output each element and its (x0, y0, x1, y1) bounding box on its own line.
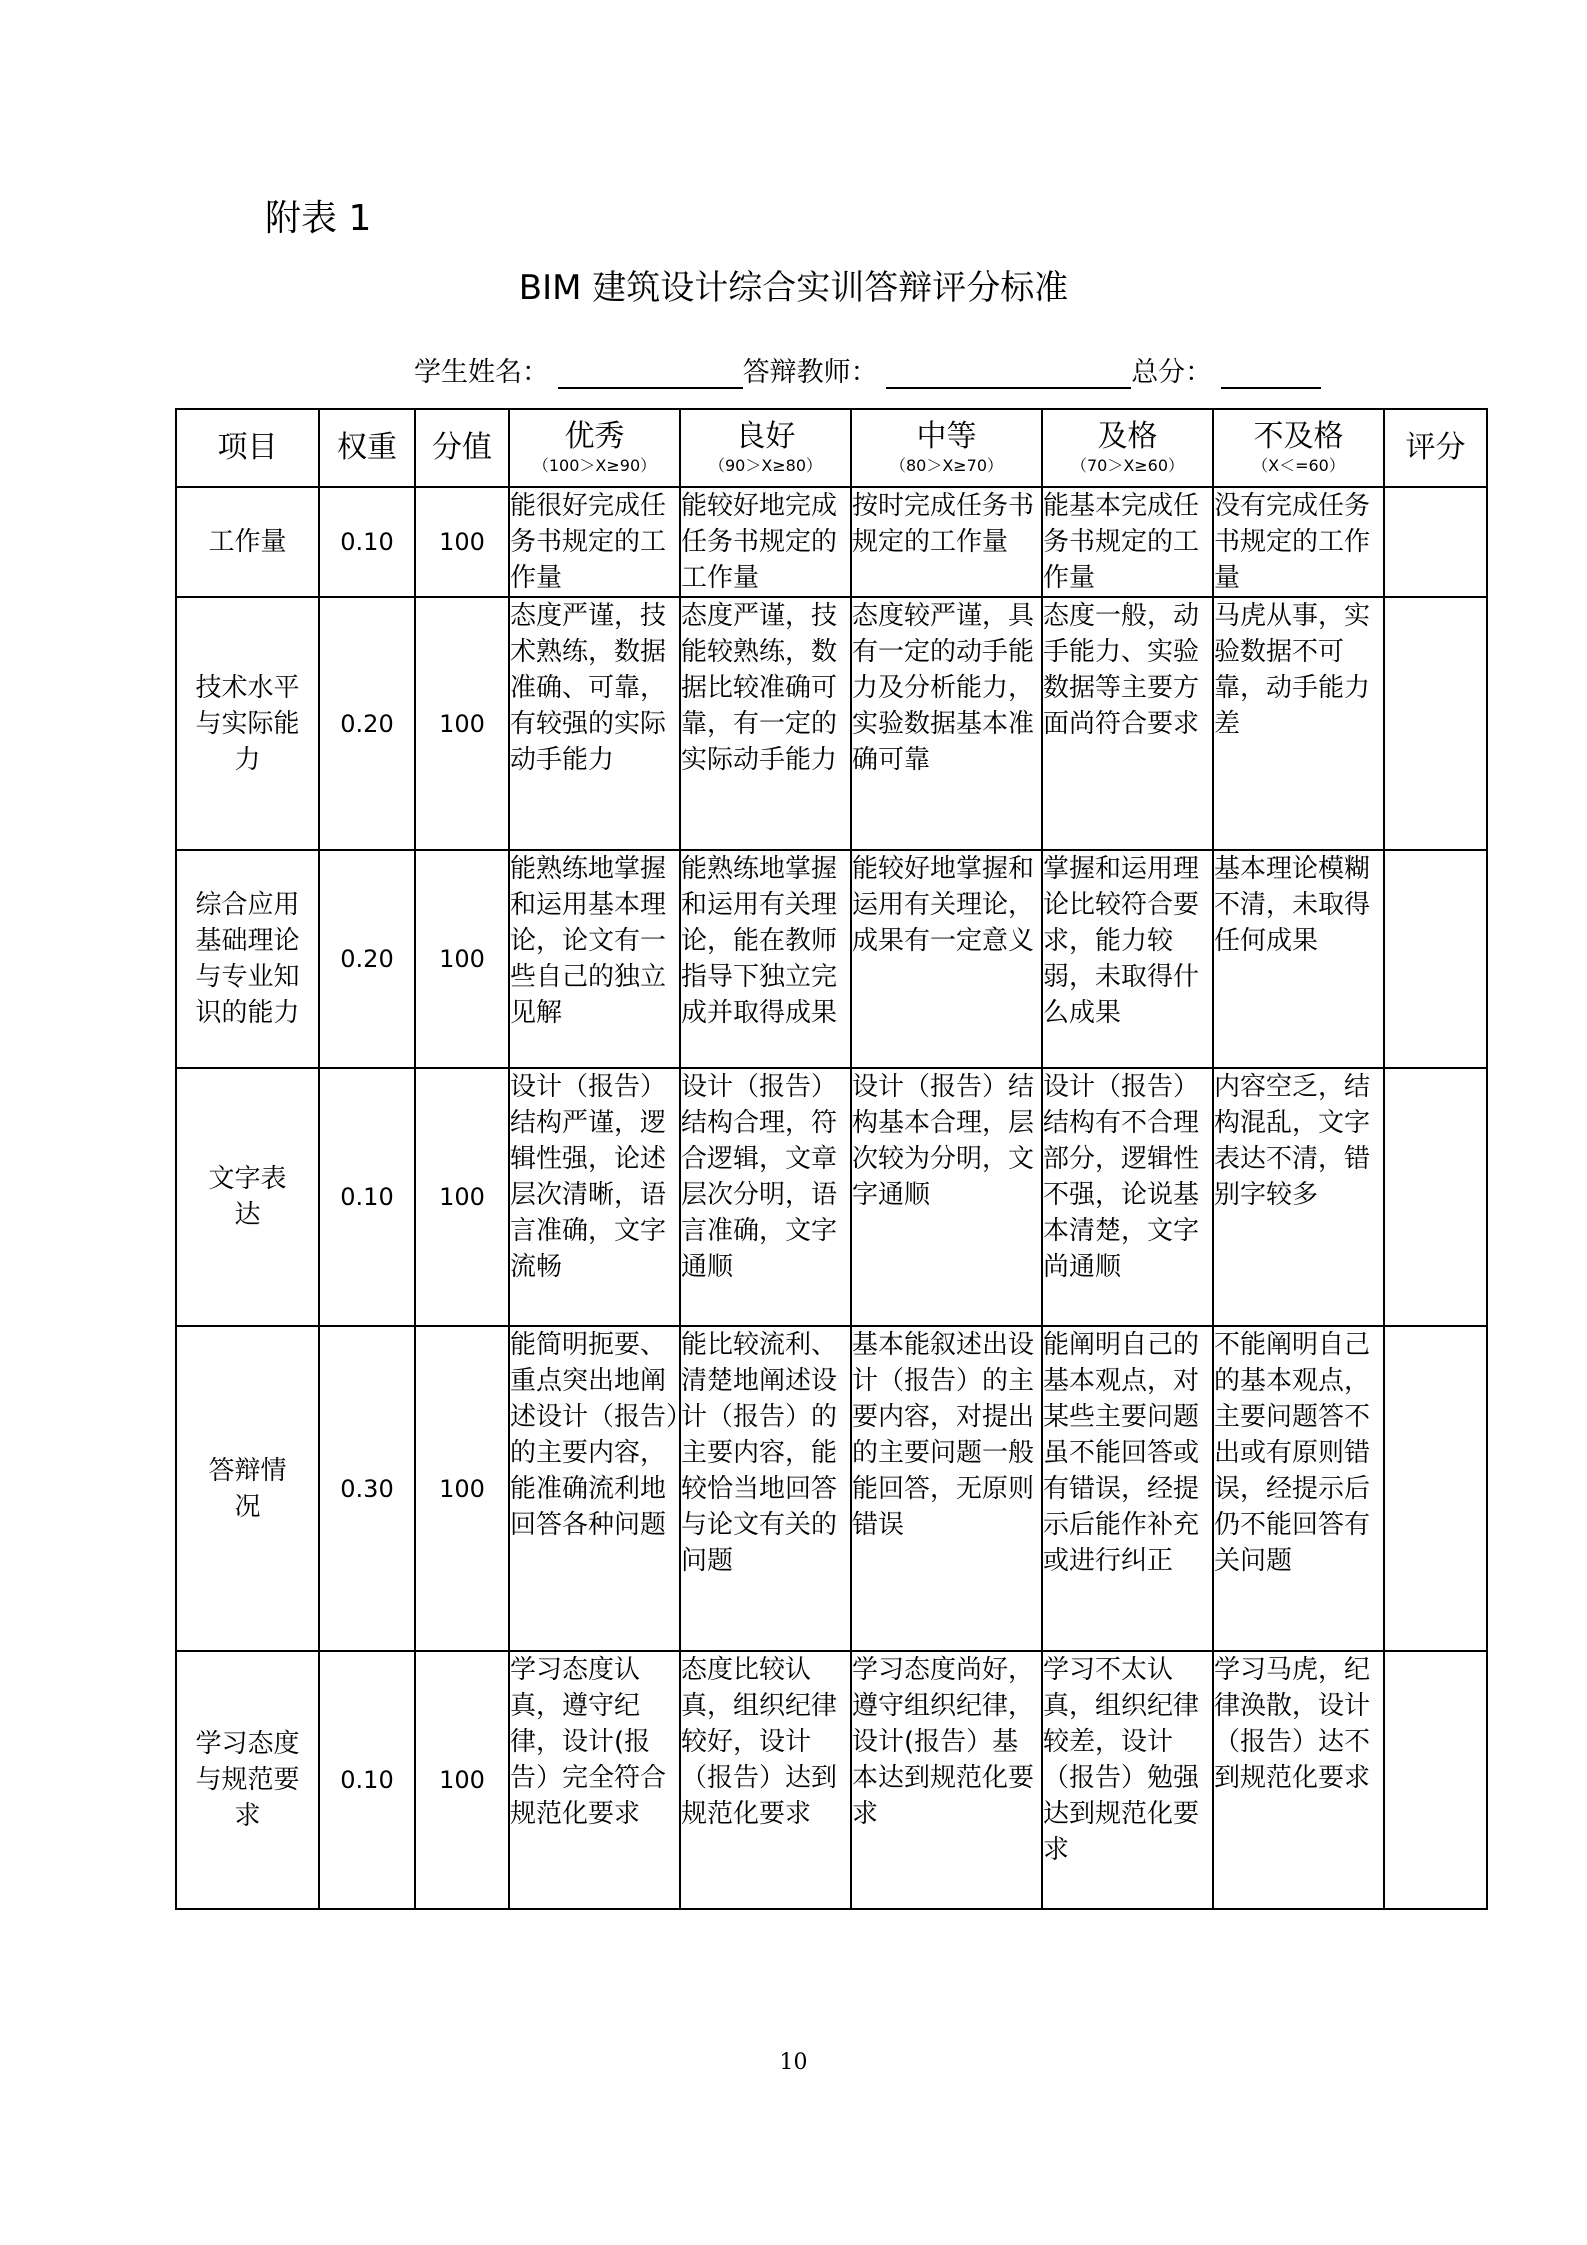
column-header (680, 409, 851, 487)
pass-criteria-cell: 能阐明自己的基本观点，对某些主要问题虽不能回答或有错误，经提示后能作补充或进行纠正 (1042, 1326, 1213, 1651)
good-criteria-cell: 能比较流利、清楚地阐述设计（报告）的主要内容，能较恰当地回答与论文有关的问题 (680, 1326, 851, 1651)
item-cell: 工作量 (176, 487, 319, 597)
score-cell: 100 (415, 1651, 509, 1909)
fail-criteria-cell: 不能阐明自己的基本观点，主要问题答不出或有原则错误，经提示后仍不能回答有关问题 (1213, 1326, 1384, 1651)
excellent-criteria-cell: 态度严谨，技术熟练，数据准确、可靠，有较强的实际动手能力 (509, 597, 680, 850)
column-header-label: 优秀 (564, 419, 625, 454)
fail-criteria-cell: 马虎从事，实验数据不可靠，动手能力差 (1213, 597, 1384, 850)
header-row (176, 409, 1487, 487)
fail-criteria-cell: 没有完成任务书规定的工作量 (1213, 487, 1384, 597)
table-row (176, 850, 1487, 1068)
table-row (176, 1651, 1487, 1909)
grade-input-cell[interactable] (1384, 850, 1487, 1068)
pass-criteria-cell: 能基本完成任务书规定的工作量 (1042, 487, 1213, 597)
good-criteria-cell: 态度严谨，技能较熟练，数据比较准确可靠，有一定的实际动手能力 (680, 597, 851, 850)
column-header (1042, 409, 1213, 487)
item-cell: 文字表达 (176, 1068, 319, 1326)
pass-criteria-cell: 掌握和运用理论比较符合要求，能力较弱，未取得什么成果 (1042, 850, 1213, 1068)
excellent-criteria-cell: 设计（报告）结构严谨，逻辑性强，论述层次清晰，语言准确，文字流畅 (509, 1068, 680, 1326)
column-header-range: （100＞X≥90） (532, 456, 657, 475)
column-header-label: 分值 (432, 430, 492, 465)
column-header (509, 409, 680, 487)
grade-input-cell[interactable] (1384, 597, 1487, 850)
pass-criteria-cell: 态度一般，动手能力、实验数据等主要方面尚符合要求 (1042, 597, 1213, 850)
teacher-field[interactable] (886, 359, 1131, 389)
excellent-criteria-cell: 能很好完成任务书规定的工作量 (509, 487, 680, 597)
column-header-range: （80＞X≥70） (889, 456, 1004, 475)
fail-criteria-cell: 内容空乏，结构混乱，文字表达不清，错别字较多 (1213, 1068, 1384, 1326)
score-cell: 100 (415, 850, 509, 1068)
score-cell: 100 (415, 597, 509, 850)
student-name-field[interactable] (558, 359, 743, 389)
medium-criteria-cell: 按时完成任务书规定的工作量 (851, 487, 1042, 597)
excellent-criteria-cell: 能简明扼要、重点突出地阐述设计（报告）的主要内容，能准确流利地回答各种问题 (509, 1326, 680, 1651)
table-body (176, 487, 1487, 1909)
column-header (1213, 409, 1384, 487)
good-criteria-cell: 能熟练地掌握和运用有关理论，能在教师指导下独立完成并取得成果 (680, 850, 851, 1068)
weight-cell: 0.20 (319, 597, 415, 850)
weight-cell: 0.10 (319, 1068, 415, 1326)
scoring-table (175, 408, 1488, 1910)
fail-criteria-cell: 基本理论模糊不清，未取得任何成果 (1213, 850, 1384, 1068)
table-row (176, 1326, 1487, 1651)
grade-input-cell[interactable] (1384, 1651, 1487, 1909)
column-header-label: 中等 (916, 419, 977, 454)
column-header (415, 409, 509, 487)
weight-cell: 0.30 (319, 1326, 415, 1651)
grade-input-cell[interactable] (1384, 487, 1487, 597)
medium-criteria-cell: 基本能叙述出设计（报告）的主要内容，对提出的主要问题一般能回答，无原则错误 (851, 1326, 1042, 1651)
score-cell: 100 (415, 487, 509, 597)
column-header (1384, 409, 1487, 487)
excellent-criteria-cell: 学习态度认真，遵守纪律，设计(报告）完全符合规范化要求 (509, 1651, 680, 1909)
good-criteria-cell: 能较好地完成任务书规定的工作量 (680, 487, 851, 597)
good-criteria-cell: 设计（报告）结构合理，符合逻辑，文章层次分明，语言准确，文字通顺 (680, 1068, 851, 1326)
column-header-label: 及格 (1097, 419, 1158, 454)
medium-criteria-cell: 学习态度尚好，遵守组织纪律，设计(报告）基本达到规范化要求 (851, 1651, 1042, 1909)
info-line (414, 350, 1321, 389)
column-header (851, 409, 1042, 487)
score-cell: 100 (415, 1068, 509, 1326)
weight-cell: 0.10 (319, 487, 415, 597)
column-header-label: 评分 (1405, 430, 1466, 465)
weight-cell: 0.20 (319, 850, 415, 1068)
table-row (176, 487, 1487, 597)
column-header-range: （X＜=60） (1252, 456, 1345, 475)
column-header (176, 409, 319, 487)
column-header-range: （70＞X≥60） (1070, 456, 1185, 475)
weight-cell: 0.10 (319, 1651, 415, 1909)
grade-input-cell[interactable] (1384, 1068, 1487, 1326)
item-cell: 综合应用基础理论与专业知识的能力 (176, 850, 319, 1068)
column-header-label: 良好 (735, 419, 796, 454)
table-row (176, 1068, 1487, 1326)
column-header (319, 409, 415, 487)
page-number: 10 (779, 2050, 808, 2075)
item-cell: 学习态度与规范要求 (176, 1651, 319, 1909)
column-header-label: 不及格 (1253, 419, 1344, 454)
total-score-field[interactable] (1221, 359, 1321, 389)
item-cell: 技术水平与实际能力 (176, 597, 319, 850)
appendix-label: 附表 1 (265, 198, 372, 239)
medium-criteria-cell: 设计（报告）结构基本合理，层次较为分明，文字通顺 (851, 1068, 1042, 1326)
pass-criteria-cell: 设计（报告）结构有不合理部分，逻辑性不强，论说基本清楚，文字尚通顺 (1042, 1068, 1213, 1326)
medium-criteria-cell: 态度较严谨，具有一定的动手能力及分析能力，实验数据基本准确可靠 (851, 597, 1042, 850)
column-header-label: 权重 (337, 430, 397, 465)
column-header-range: （90＞X≥80） (708, 456, 823, 475)
column-header-label: 项目 (217, 430, 278, 465)
medium-criteria-cell: 能较好地掌握和运用有关理论，成果有一定意义 (851, 850, 1042, 1068)
grade-input-cell[interactable] (1384, 1326, 1487, 1651)
score-cell: 100 (415, 1326, 509, 1651)
total-score-label: 总分： (1131, 357, 1213, 388)
table-row (176, 597, 1487, 850)
good-criteria-cell: 态度比较认真，组织纪律较好，设计（报告）达到规范化要求 (680, 1651, 851, 1909)
fail-criteria-cell: 学习马虎，纪律涣散，设计（报告）达不到规范化要求 (1213, 1651, 1384, 1909)
pass-criteria-cell: 学习不太认真，组织纪律较差，设计（报告）勉强达到规范化要求 (1042, 1651, 1213, 1909)
teacher-label: 答辩教师： (742, 357, 878, 388)
excellent-criteria-cell: 能熟练地掌握和运用基本理论，论文有一些自己的独立见解 (509, 850, 680, 1068)
document-title: BIM 建筑设计综合实训答辩评分标准 (518, 268, 1069, 308)
student-name-label: 学生姓名： (414, 357, 549, 388)
item-cell: 答辩情况 (176, 1326, 319, 1651)
